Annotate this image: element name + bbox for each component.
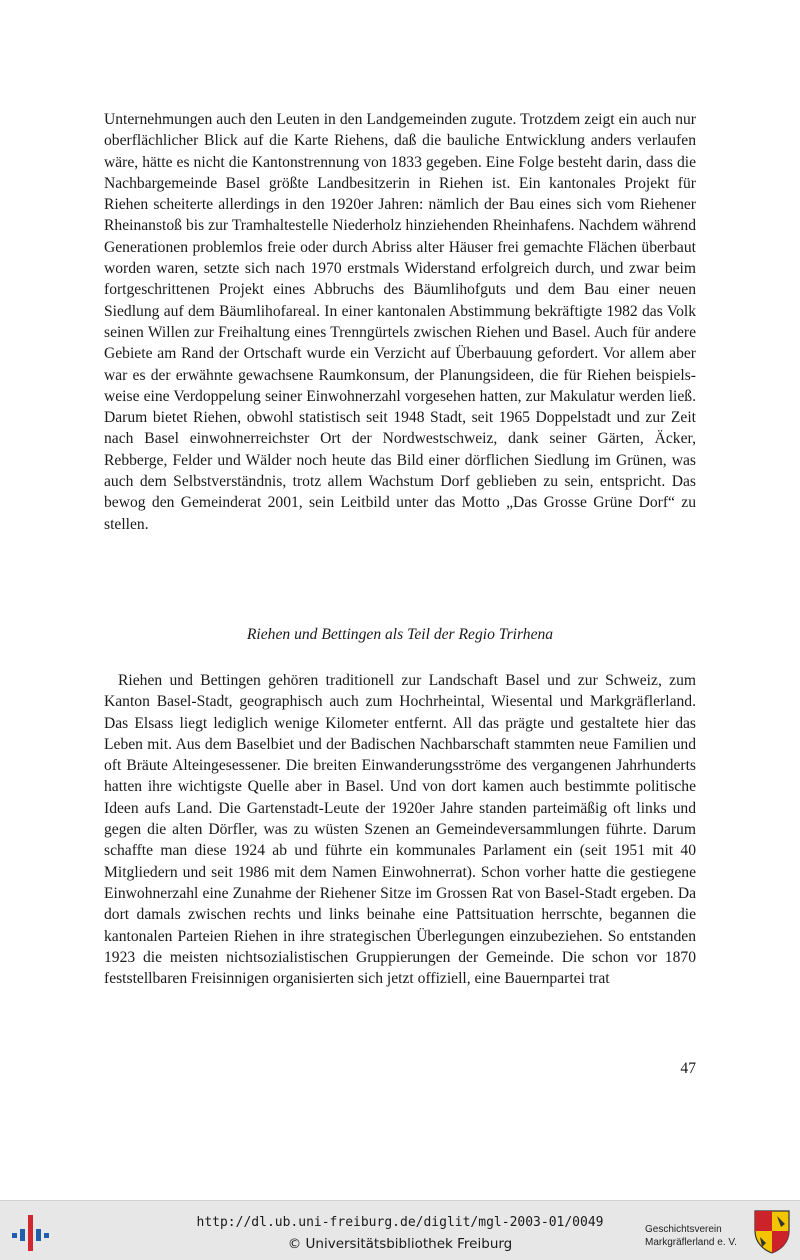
section-heading: Riehen und Bettingen als Teil der Regio Trirhena [246,626,554,643]
footer-bar [0,1200,800,1260]
paragraph-2: Riehen und Bettingen gehören traditionell zur Landschaft Basel und zur Schweiz, zum Kanton Basel-Stadt, geographisch auch zum Hochrheintal, Wiesental und Markgräflerland. Das Elsass liegt lediglich wenige Kilometer entfernt. All das prägte und gestaltete hier das Leben mit. Aus dem Baselbiet und der Badischen Nachbarschaft stammten neue Familien und oft Bräute Alteingesessener. Die breiten Einwanderungsströme des vergangenen Jahrhunderts hatten ihre wichtigste Quelle aber in Basel. Und von dort kamen auch bestimmte politische Ideen aufs Land. Die Gartenstadt-Leute der 1920er Jahre standen parteimäßig oft links und gegen die alten Dörfler, was zu wüsten Szenen an Gemeindeversammlungen führte. Darum schaffte man diese 1924 ab und führte ein kommunales Parlament ein (seit 1951 mit 40 Mitgliedern und seit 1986 mit dem Namen Einwohnerrat). Schon vorher hatte die gestiegene Einwohnerzahl eine Zunahme der Riehener Sitze im Grossen Rat von Basel-Stadt ergeben. Da dort damals zwischen rechts und links beinahe eine Pattsituation herrschte, begannen die kantonalen Parteien Riehen in ihre strategischen Überlegungen einzubeziehen. So entstanden 1923 die meisten nichtsozialistischen Gruppierungen der Gemeinde. Die schon vor 1870 feststellbaren Freisinnigen organisierten sich jetzt offiziell, eine Bauernpartei trat [104,672,696,988]
coat-of-arms-icon [752,1207,792,1255]
page-number: 47 [680,1060,696,1077]
body-text-section-1 [104,109,696,535]
footer-url-link[interactable]: http://dl.ub.uni-freiburg.de/diglit/mgl-2003-01/0049 [196,1215,604,1230]
footer-copyright: © Universitätsbibliothek Freiburg [287,1236,513,1252]
paragraph-1: Unternehmungen auch den Leuten in den Landgemeinden zugute. Trotzdem zeigt ein auch nur oberflächlicher Blick auf die Karte Riehens, daß die bauliche Entwicklung anders verlaufen wäre, hätte es nicht die Kantonstrennung von 1833 gegeben. Eine Folge besteht darin, dass die Nachbargemeinde Basel größte Landbesitzerin in Riehen ist. Ein kantonales Projekt für Riehen scheiterte allerdings in den 1920er Jahren: nämlich der Bau eines sich vom Riehener Rheinanstoß bis zur Tramhaltestelle Niederholz hinziehenden Rheinhafens. Nachdem während Generationen problemlos freie oder durch Abriss alter Häuser frei gemachte Flächen überbaut worden waren, setzte sich nach 1970 erstmals Widerstand erfolgreich durch, und zwar beim fortgeschrittenen Projekt eines Abbruchs des Bäumlihofguts und dem Bau einer neuen Siedlung auf dem Bäumlihofareal. In einer kantonalen Abstimmung bekräftigte 1982 das Volk seinen Willen zur Freihaltung eines Trenngürtels zwischen Riehen und Basel. Auch für andere Gebiete am Rand der Ortschaft wurde ein Verzicht auf Überbauung gefordert. Vor allem aber war es der erwähnte gewachsene Raumkonsum, der Planungsideen, die für Riehen beispielsweise eine Verdoppelung seiner Einwohnerzahl vorgesehen hatten, zur Makulatur werden ließ. Darum bietet Riehen, obwohl statistisch seit 1948 Stadt, seit 1965 Doppelstadt und zur Zeit nach Basel einwohnerreichster Ort der Nordwestschweiz, dank seiner Gärten, Äcker, Rebberge, Felder und Wälder noch heute das Bild einer dörflichen Siedlung im Grünen, was auch dem Selbstverständnis, trotz allem Wachstum Dorf geblieben zu sein, entspricht. Das bewog den Gemeinderat 2001, sein Leitbild unter das Motto „Das Grosse Grüne Dorf“ zu stellen. [104,111,696,533]
org-name-line-2: Markgräflerland e. V. [645,1237,737,1248]
footer-organization [645,1223,749,1249]
org-name-line-1: Geschichtsverein [645,1224,722,1235]
body-text-section-2 [104,670,696,989]
